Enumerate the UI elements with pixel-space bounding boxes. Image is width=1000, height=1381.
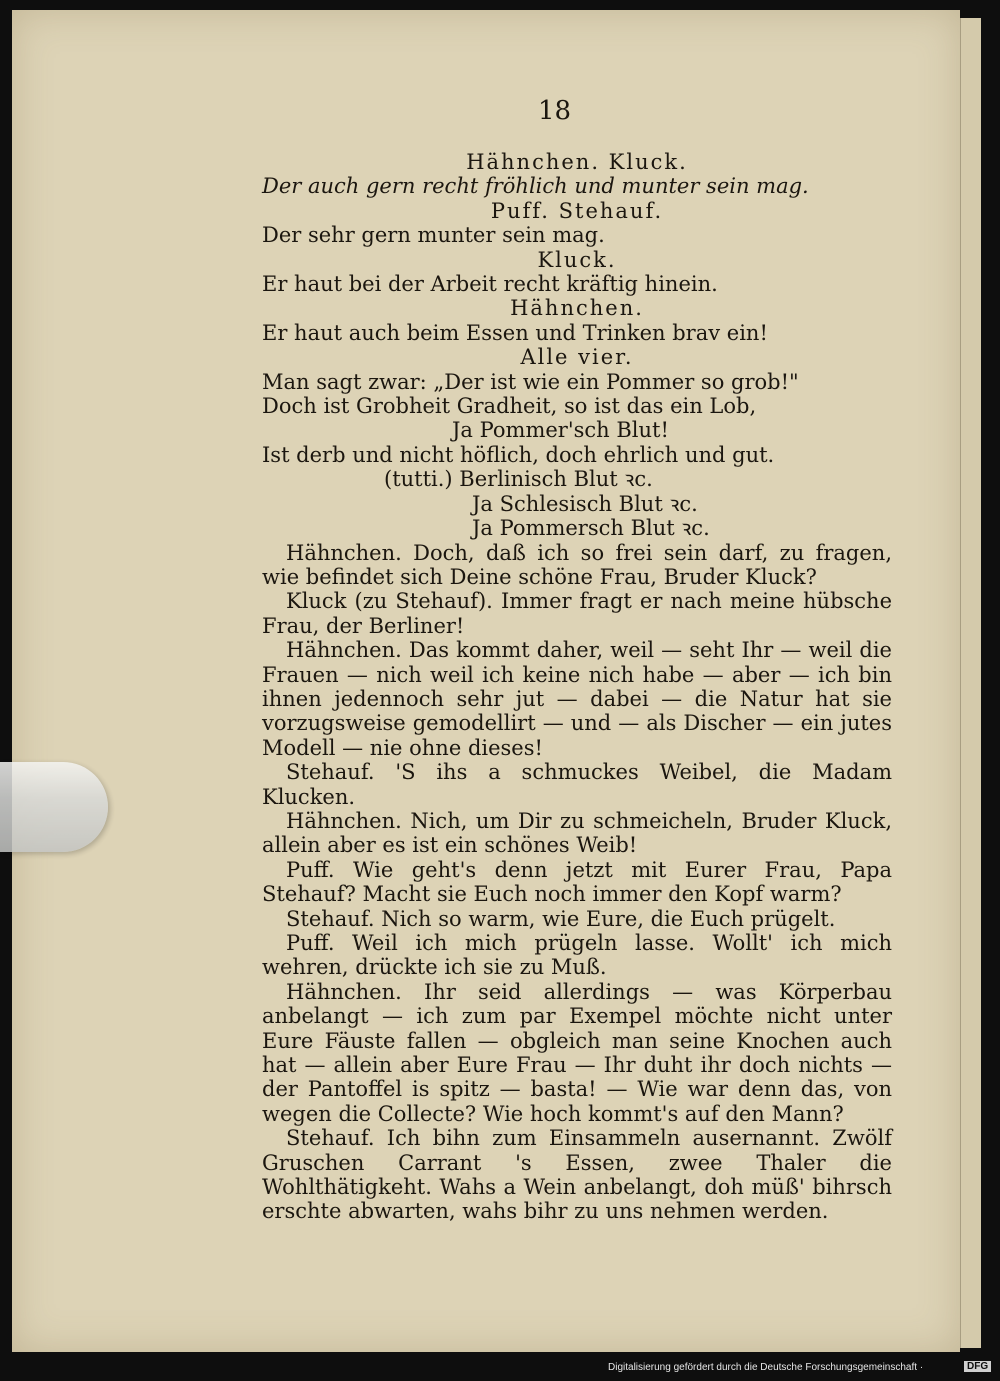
verse-line: Der sehr gern munter sein mag. (262, 223, 605, 248)
dialogue-paragraph: Kluck (zu Stehauf). Immer fragt er nach meine hübsche Frau, der Berliner! (262, 589, 892, 638)
speaker-line: Puff. Stehauf. (490, 198, 664, 223)
dialogue-paragraph: Stehauf. Ich bihn zum Einsammeln ausernannt. Zwölf Gruschen Carrant 's Essen, zwee Thaler die Wohlthätigkeht. Wahs a Wein anbelangt, doh müß' bihrsch erschte abwarten, wahs bihr zu uns nehmen werden. (262, 1126, 892, 1224)
chorus-line: Ja Schlesisch Blut ꝛc. (472, 491, 698, 516)
verse-line: Doch ist Grobheit Gradheit, so ist das ein Lob, (262, 394, 757, 419)
verse-line: Man sagt zwar: „Der ist wie ein Pommer so grob!" (262, 369, 799, 394)
speaker-line: Hähnchen. Kluck. (466, 150, 688, 174)
dialogue-paragraph: Hähnchen. Ihr seid allerdings — was Körperbau anbelangt — ich zum par Exempel möchte nicht unter Eure Fäuste fallen — obgleich man seine Knochen auch hat — allein aber Eure Frau — Ihr duht ihr doch nichts — der Pantoffel is spitz — basta! — Wie war denn das, von wegen die Collecte? Wie hoch kommt's auf den Mann? (262, 979, 892, 1126)
speaker-line: Hähnchen. (510, 296, 644, 321)
speaker-line: Alle vier. (520, 345, 634, 370)
dialogue-paragraph: Stehauf. Nich so warm, wie Eure, die Euch prügelt. (286, 906, 836, 931)
page-text (262, 150, 892, 1224)
verse-line: Ist derb und nicht höflich, doch ehrlich und gut. (262, 442, 775, 467)
digitization-credit: Digitalisierung gefördert durch die Deutsche Forschungsgemeinschaft · (608, 1362, 924, 1373)
verse-line: Er haut auch beim Essen und Trinken brav ein! (262, 320, 768, 345)
verse-line: Der auch gern recht fröhlich und munter sein mag. (262, 174, 809, 199)
dialogue-paragraph: Hähnchen. Nich, um Dir zu schmeicheln, Bruder Kluck, allein aber es ist ein schönes Weib! (262, 808, 892, 858)
chorus-line: Ja Pommersch Blut ꝛc. (472, 516, 710, 541)
dfg-logo: DFG (964, 1361, 991, 1372)
page-number: 18 (538, 96, 572, 126)
chorus-line: (tutti.) Berlinisch Blut ꝛc. (384, 467, 653, 492)
dialogue-paragraph: Stehauf. 'S ihs a schmuckes Weibel, die Madam Klucken. (262, 760, 892, 809)
page-clip (0, 762, 108, 852)
dialogue-paragraph: Puff. Wie geht's denn jetzt mit Eurer Frau, Papa Stehauf? Macht sie Euch noch immer den Kopf warm? (262, 857, 892, 907)
speaker-line: Kluck. (537, 247, 617, 272)
verse-line: Ja Pommer'sch Blut! (452, 418, 669, 443)
dialogue-paragraph: Puff. Weil ich mich prügeln lasse. Wollt' ich mich wehren, drückte ich sie zu Muß. (262, 931, 892, 980)
next-page-edge (960, 18, 981, 1348)
verse-line: Er haut bei der Arbeit recht kräftig hinein. (262, 272, 718, 297)
dialogue-paragraph: Hähnchen. Doch, daß ich so frei sein darf, zu fragen, wie befindet sich Deine schöne Frau, Bruder Kluck? (262, 540, 892, 589)
dialogue-paragraph: Hähnchen. Das kommt daher, weil — seht Ihr — weil die Frauen — nich weil ich keine nich habe — aber — ich bin ihnen jedennoch sehr jut — dabei — die Natur hat sie vorzugsweise gemodellirt — und — als Discher — ein jutes Modell — nie ohne dieses! (262, 638, 892, 760)
